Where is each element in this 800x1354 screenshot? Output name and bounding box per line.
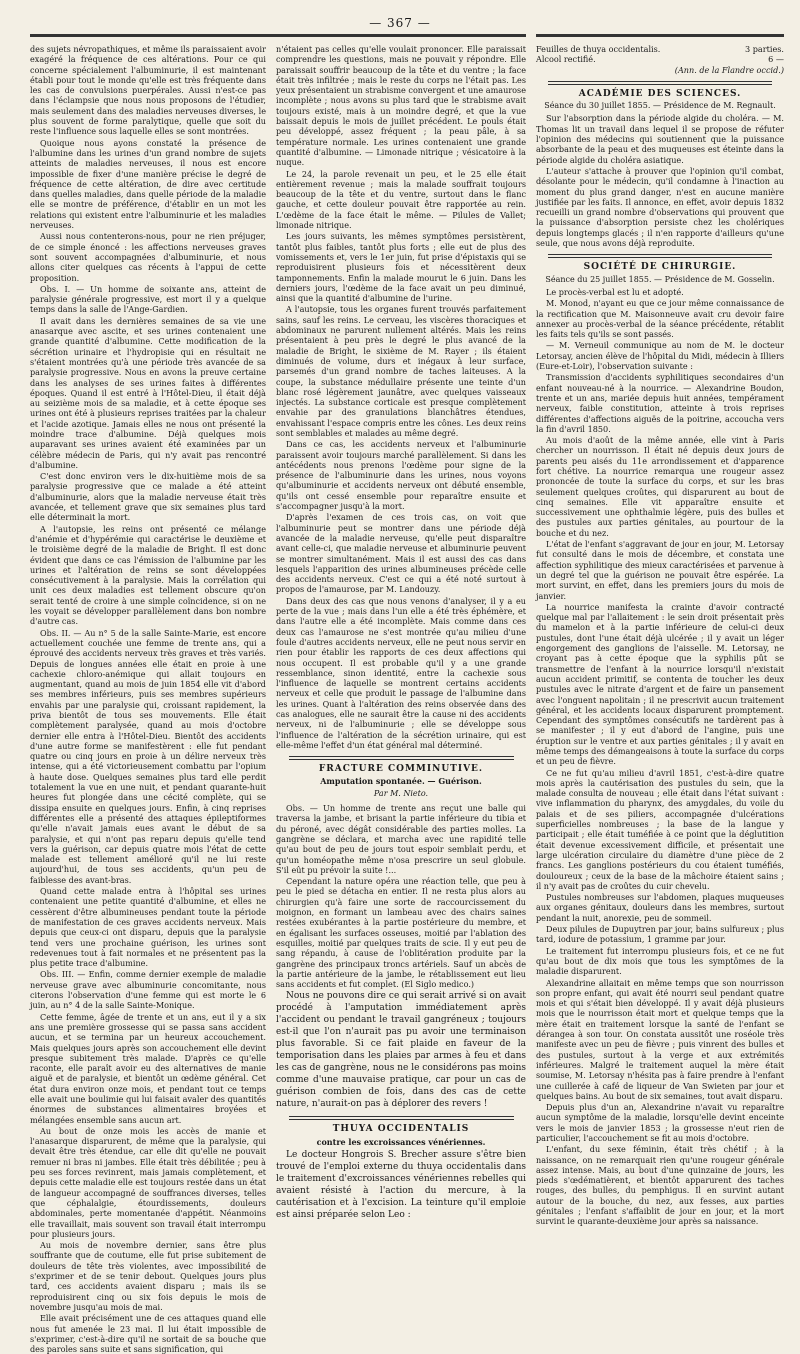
- paragraph: Pustules nombreuses sur l'abdomen, plaques muqueuses aux organes génitaux, douleurs dans les membres, surtout pendant la nuit, anorexie, peu de sommeil.: [536, 892, 784, 923]
- paragraph: D'après l'examen de ces trois cas, on voit que l'albuminurie peut se montrer dans une période déjà avancée de la maladie nerveuse, qu'elle peut disparaître avant celle-ci, que maladie nerveuse et albuminurie peuvent se montrer simultanément. Mais il est aussi des cas dans lesquels l'apparition des urines albumineuses précède celle des accidents nerveux. C'est ce qui a été noté surtout à propos de l'amaurose, par M. Landouzy.: [276, 512, 526, 595]
- recipe-line: [536, 54, 784, 64]
- section-subtitle: Amputation spontanée. — Guérison.: [320, 776, 482, 787]
- paragraph: Alexandrine allaitait en même temps que son nourrisson son propre enfant, qui avait été nourri seul pendant quatre mois et qui s'était bien développé. Il y avait déjà plusieurs mois que le nourrisson était mort et quelque temps que la mère était en traitement lorsque la santé de l'enfant se dérangea à son tour. On constata aussitôt une roséole très manifeste avec un peu de fièvre ; puis vinrent des bulles et des pustules, surtout à la verge et aux extrémités inférieures. Malgré le traitement auquel la mère était soumise, M. Letorsay n'hésita pas à faire prendre à l'enfant une cuillerée à café de liqueur de Van Swieten par jour et quelques bains. Au bout de six semaines, tout avait disparu.: [536, 977, 784, 1101]
- paragraph: Quand cette malade entra à l'hôpital ses urines contenaient une petite quantité d'albumine, et elles ne cessèrent d'être albumineuses pendant toute la période de manifestation de ces graves accidents nerveux. Mais depuis que ceux-ci ont disparu, depuis que la paralysie tend vers une prochaine guérison, les urines sont redevenues tout à fait normales et ne présentent pas la plus petite trace d'albumine.: [30, 886, 266, 969]
- paragraph: — M. Verneuil communique au nom de M. le docteur Letorsay, ancien élève de l'hôpital du Midi, médecin à Illiers (Eure-et-Loir), l'observation suivante :: [536, 340, 784, 372]
- recipe-quantity: 6 —: [768, 54, 784, 65]
- paragraph: Au bout de onze mois les accès de manie et l'anasarque disparurent, de même que la paralysie, qui devait être très étendue, car elle dit qu'elle ne pouvait remuer ni bras ni jambes. Elle était très débilitée ; peu à peu ses forces revinrent, mais jamais complètement, et depuis cette maladie elle est toujours restée dans un état de langueur accompagné de souffrances diverses, telles que céphalalgie, étourdissements, douleurs abdominales, perte momentanée d'appétit. Néanmoins elle travaillait, mais souvent son travail était interrompu pour plusieurs jours.: [30, 1125, 266, 1239]
- paragraph: Cependant la nature opéra une réaction telle, que peu à peu le pied se détacha en entier. Il ne resta plus alors au chirurgien qu'à faire une sorte de raccourcissement du moignon, en formant un lambeau avec des chairs saines restées exubérantes à la partie postérieure du membre, et en égalisant les surfaces osseuses, moitié par l'ablation des esquilles, moitié par quelques traits de scie. Il y eut peu de sang répandu, à cause de l'oblitération produite par la gangrène des principaux troncs artériels. Sauf un abcès de la partie antérieure de la jambe, le rétablissement eut lieu sans accidents et fut complet. (El Siglo medico.): [276, 876, 526, 990]
- section-divider: [548, 81, 771, 85]
- section-title-academie: ACADÉMIE DES SCIENCES.: [578, 88, 742, 99]
- paragraph: A l'autopsie, tous les organes furent trouvés parfaitement sains, sauf les reins. Le cerveau, les viscères thoraciques et abdominaux ne parurent nullement altérés. Mais les reins présentaient à peu près le degré le plus avancé de la maladie de Bright, le sixième de M. Rayer ; ils étaient diminués de volume, durs et inégaux à leur surface, parsemés d'un grand nombre de taches laiteuses. A la coupe, la substance médullaire présente une teinte d'un blanc rosé légèrement jaunâtre, avec quelques vaisseaux injectés. La substance corticale est presque complètement envahie par des granulations blanchâtres étendues, envahissant l'espace compris entre les cônes. Les deux reins sont semblables et malades au même degré.: [276, 304, 526, 438]
- paragraph: Obs. III. — Enfin, comme dernier exemple de maladie nerveuse grave avec albuminurie concomitante, nous citerons l'observation d'une femme qui est morte le 6 juin, au n° 4 de la salle Sainte-Monique.: [30, 969, 266, 1011]
- paragraph: Au mois de novembre dernier, sans être plus souffrante que de coutume, elle fut prise subitement de douleurs de tête très violentes, avec impossibilité de s'exprimer et de se tenir debout. Quelques jours plus tard, ces accidents avaient disparu ; mais ils se reproduisirent cinq ou six fois depuis le mois de novembre jusqu'au mois de mai.: [30, 1240, 266, 1312]
- paragraph: Cette femme, âgée de trente et un ans, eut il y a six ans une première grossesse qui se passa sans accident aucun, et se termina par un heureux accouchement. Mais quelques jours après son accouchement elle devint presque subitement très malade. D'après ce qu'elle raconte, elle paraît avoir eu des alternatives de manie aiguë et de paralysie, et bientôt un œdème général. Cet état dura environ onze mois, et pendant tout ce temps elle avait une boulimie qui lui faisait avaler des quantités énormes de substances alimentaires broyées et mélangées ensemble sans aucun art.: [30, 1011, 266, 1125]
- recipe-ingredient: Feuilles de thuya occidentalis.: [536, 44, 661, 54]
- paragraph: M. Monod, n'ayant eu que ce jour même connaissance de la rectification que M. Maisonneuve avait cru devoir faire annexer au procès-verbal de la séance précédente, rétablit les faits tels qu'ils se sont passés.: [536, 298, 784, 340]
- paragraph: Le 24, la parole revenait un peu, et le 25 elle était entièrement revenue ; mais la malade souffrait toujours beaucoup de la tête et du ventre, surtout dans le flanc gauche, et cette douleur pouvait être rapportée au rein. L'œdème de la face était le même. — Pilules de Vallet; limonade nitrique.: [276, 168, 526, 231]
- paragraph: Aussi nous contenterons-nous, pour ne rien préjuger, de ce simple énoncé : les affections nerveuses graves sont souvent accompagnées d'albuminurie, et nous allons citer quelques cas récents à l'appui de cette proposition.: [30, 231, 266, 283]
- paragraph: des sujets névropathiques, et même ils paraissaient avoir exagéré la fréquence de ces altérations. Pour ce qui concerne spécialement l'albuminurie, il est maintenant établi pour tout le monde qu'elle est très fréquente dans les cas de convulsions puerpérales. Aussi n'est-ce pas dans l'éclampsie que nous nous proposons de l'étudier, mais seulement dans des maladies nerveuses diverses, le plus souvent de forme paralytique, quelle que soit du reste l'influence sous laquelle elles se sont montrées.: [30, 44, 266, 137]
- section-subtitle: Séance du 25 juillet 1855. — Présidence de M. Gosselin.: [545, 274, 775, 284]
- section-title-chirurgie: SOCIÉTÉ DE CHIRURGIE.: [583, 262, 737, 273]
- top-rule-left: [30, 34, 526, 37]
- paragraph: n'étaient pas celles qu'elle voulait prononcer. Elle paraissait comprendre les questions, mais ne pouvait y répondre. Elle paraissait souffrir beaucoup de la tête et du ventre ; la face était très infiltrée ; mais le reste du corps ne l'était pas. Les yeux présentaient un strabisme convergent et une amaurose incomplète ; nous avons su plus tard que le strabisme avait toujours existé, mais à un moindre degré, et que la vue baissait depuis le mois de juillet précédent. Le pouls était peu développé, assez fréquent ; la peau pâle, à sa température normale. Les urines contenaient une grande quantité d'albumine. — Limonade nitrique ; vésicatoire à la nuque.: [276, 44, 526, 168]
- section-title-fracture: FRACTURE COMMINUTIVE.: [318, 764, 484, 775]
- paragraph: Elle avait précisément une de ces attaques quand elle nous fut amenée le 23 mai. Il lui était impossible de s'exprimer, c'est-à-dire qu'il ne sortait de sa bouche que des paroles sans suite et sans signification, qui: [30, 1313, 266, 1354]
- paragraph: La nourrice manifesta la crainte d'avoir contracté quelque mal par l'allaitement : le sein droit présentait près du mamelon et à la partie inférieure de celui-ci deux pustules, dont l'une était déjà ulcérée ; il y avait un léger engorgement des ganglions de l'aisselle. M. Letorsay, ne croyant pas à cette époque que la syphilis pût se transmettre de l'enfant à la nourrice lorsqu'il n'existait aucun accident primitif, se contenta de toucher les deux pustules avec le nitrate d'argent et de faire un pansement avec l'onguent napolitain ; il ne prescrivit aucun traitement général, et les accidents locaux disparurent promptement. Cependant des symptômes consécutifs ne tardèrent pas à se manifester ; il y eut d'abord de l'angine, puis une éruption sur le ventre et aux parties génitales ; il y avait en même temps des démangeaisons à toute la surface du corps et un peu de fièvre.: [536, 601, 784, 767]
- column-3: [536, 44, 784, 1227]
- section-divider: [289, 1116, 514, 1120]
- paragraph: Le procès-verbal est lu et adopté.: [546, 286, 684, 297]
- section-divider: [289, 756, 514, 760]
- paragraph: Dans deux des cas que nous venons d'analyser, il y a eu perte de la vue ; mais dans l'un elle a été très éphémère, et dans l'autre elle a été incomplète. Mais comme dans ces deux cas l'amaurose ne s'est montrée qu'au milieu d'une foule d'autres accidents nerveux, elle ne peut nous servir en rien pour établir les rapports de ces deux affections qui nous occupent. Il est probable qu'il y a une grande ressemblance, sinon identité, entre la cachexie sous l'influence de laquelle se montrent certains accidents nerveux et celle que produit le passage de l'albumine dans les urines. Quant à l'altération des reins observée dans des cas analogues, elle ne saurait être la cause ni des accidents nerveux, ni de l'albuminurie ; elle se développe sous l'influence de l'altération de la sécrétion urinaire, qui est elle-même l'effet d'un état général mal déterminé.: [276, 595, 526, 750]
- paragraph: Les jours suivants, les mêmes symptômes persistèrent, tantôt plus faibles, tantôt plus forts ; elle eut de plus des vomissements et, vers le 1er juin, fut prise d'épistaxis qui se reproduisirent plusieurs fois et nécessitèrent deux tamponnements. Enfin la malade mourut le 6 juin. Dans les derniers jours, l'œdème de la face avait un peu diminué, ainsi que la quantité d'albumine de l'urine.: [276, 231, 526, 304]
- section-divider: [548, 254, 771, 258]
- paragraph: Obs. — Un homme de trente ans reçut une balle qui traversa la jambe, et brisant la partie inférieure du tibia et du péroné, avec dégât considérable des parties molles. La gangrène se déclara, et marcha avec une rapidité telle qu'au bout de peu de jours tout espoir semblait perdu, et qu'un homéopathe même n'osa prescrire un seul globule. S'il eût pu prévoir la suite !...: [276, 803, 526, 875]
- section-author: Par M. Nieto.: [373, 788, 429, 798]
- column-1: [30, 44, 266, 1354]
- paragraph: Il avait dans les dernières semaines de sa vie une anasarque avec ascite, et ses urines contenaient une grande quantité d'albumine. Cette modification de la sécrétion urinaire et l'hydropisie qui en résultait ne s'étaient montrées qu'à une période très avancée de sa paralysie progressive. Nous en avons la preuve certaine dans les analyses de ses urines faites à différentes époques. Quand il est entré à l'Hôtel-Dieu, il était déjà au seizième mois de sa maladie, et à cette époque ses urines ont été à plusieurs reprises traitées par la chaleur et l'acide azotique. Jamais elles ne nous ont présenté la moindre trace d'albumine. Déjà quelques mois auparavant ses urines avaient été examinées par un célèbre médecin de Paris, qui n'y avait pas rencontré d'albumine.: [30, 315, 266, 470]
- paragraph: Deux pilules de Dupuytren par jour, bains sulfureux ; plus tard, iodure de potassium, 1 gramme par jour.: [536, 924, 784, 945]
- recipe-quantity: 3 parties.: [745, 44, 784, 54]
- paragraph: Le docteur Hongrois S. Brecher assure s'être bien trouvé de l'emploi externe du thuya occidentalis dans le traitement d'excroissances vénériennes rebelles qui avaient résisté à l'action du mercure, à la cautérisation et à l'excision. La teinture qu'il emploie est ainsi préparée selon Leo :: [276, 1150, 526, 1221]
- paragraph: Quoique nous ayons constaté la présence de l'albumine dans les urines d'un grand nombre de sujets atteints de maladies nerveuses, il nous est encore impossible de fixer d'une manière précise le degré de fréquence de cette altération, de dire avec certitude dans quelles maladies, dans quelle période de la maladie elle se montre de préférence, d'établir en un mot les relations qui existent entre l'albuminurie et les maladies nerveuses.: [30, 137, 266, 231]
- paragraph: Ce ne fut qu'au milieu d'avril 1851, c'est-à-dire quatre mois après la cautérisation des pustules du sein, que la malade consulta de nouveau ; elle était dans l'état suivant : vive inflammation du pharynx, des amygdales, du voile du palais et de ses piliers, accompagnée d'ulcérations superficielles nombreuses ; la base de la langue y participait ; elle était tuméfiée à ce point que la déglutition était devenue excessivement difficile, et présentait une large ulcération circulaire du diamètre d'une pièce de 2 francs. Les ganglions postérieurs du cou étaient tuméfiés, douloureux ; ceux de la base de la mâchoire étaient sains ; il n'y avait pas de croûtes du cuir chevelu.: [536, 767, 784, 891]
- paragraph: Obs. I. — Un homme de soixante ans, atteint de paralysie générale progressive, est mort il y a quelque temps dans la salle de l'Ange-Gardien.: [30, 283, 266, 315]
- paragraph: L'état de l'enfant s'aggravant de jour en jour, M. Letorsay fut consulté dans le mois de décembre, et constata une affection syphilitique des mieux caractérisées et parvenue à un degré tel que la guérison ne pouvait être espérée. La mort survint, en effet, dans les premiers jours du mois de janvier.: [536, 539, 784, 601]
- paragraph: Obs. II. — Au n° 5 de la salle Sainte-Marie, est encore actuellement couchée une femme de trente ans, qui a éprouvé des accidents nerveux très graves et très variés. Depuis de longues années elle était en proie à une cachexie chloro-anémique qui allait toujours en augmentant, quand au mois de juin 1854 elle vit d'abord ses membres inférieurs, puis ses membres supérieurs envahis par une paralysie qui, croissant rapidement, la priva bientôt de tous ses mouvements. Elle était complètement paralysée, quand au mois d'octobre dernier elle entra à l'Hôtel-Dieu. Bientôt des accidents d'une autre forme se manifestèrent : elle fut pendant quatre ou cinq jours en proie à un délire nerveux très intense, qui a été victorieusement combattu par l'opium à haute dose. Quelques semaines plus tard elle perdit totalement la vue en une nuit, et pendant quarante-huit heures fut plongée dans une cécité complète, qui se dissipa ensuite en quelques jours. Enfin, à cinq reprises différentes elle a présenté des attaques épileptiformes qu'elle n'avait jamais eues avant le début de sa paralysie, et qui n'ont pas reparu depuis qu'elle tend vers la guérison, car depuis quatre mois l'état de cette malade est tellement amélioré qu'il ne lui reste aujourd'hui, de tous ses accidents, qu'un peu de faiblesse des avant-bras.: [30, 627, 266, 885]
- paragraph: Depuis plus d'un an, Alexandrine n'avait vu reparaître aucun symptôme de la maladie, lorsqu'elle devint enceinte vers le mois de janvier 1853 ; la grossesse n'eut rien de particulier, l'accouchement se fit au mois d'octobre.: [536, 1102, 784, 1143]
- recipe-line: [536, 44, 784, 54]
- paragraph: Transmission d'accidents syphilitiques secondaires d'un enfant nouveau-né à la nourrice. — Alexandrine Boudon, trente et un ans, mariée depuis huit années, tempérament nerveux, faible constitution, atteinte à trois reprises différentes d'affections aiguës de la poitrine, accoucha vers la fin d'avril 1850.: [536, 372, 784, 434]
- top-rule-right: [536, 34, 784, 37]
- paragraph: Dans ce cas, les accidents nerveux et l'albuminurie paraissent avoir toujours marché parallèlement. Si dans les antécédents nous prenons l'œdème pour signe de la présence de l'albuminurie dans les urines, nous voyons qu'albuminurie et accidents nerveux ont débuté ensemble, qu'ils ont cessé ensemble pour reparaître ensuite et s'accompagner jusqu'à la mort.: [276, 439, 526, 512]
- page-number: — 367 —: [369, 16, 431, 30]
- column-2: [276, 44, 526, 1221]
- section-subtitle: contre les excroissances vénériennes.: [316, 1136, 486, 1147]
- paragraph: Le traitement fut interrompu plusieurs fois, et ce ne fut qu'au bout de dix mois que tous les symptômes de la maladie disparurent.: [536, 945, 784, 977]
- paragraph: L'auteur s'attache à prouver que l'opinion qu'il combat, désolante pour le médecin, qu'il condamne à l'inaction au moment du plus grand danger, n'est en aucune manière justifiée par les faits. Il annonce, en effet, avoir depuis 1832 recueilli un grand nombre d'observations qui prouvent que la puissance d'absorption persiste chez les cholériques depuis longtemps glacés ; il n'en rapporte d'ailleurs qu'une seule, que nous avons déjà reproduite.: [536, 165, 784, 249]
- recipe-ingredient: Alcool rectifié.: [536, 54, 596, 65]
- paragraph: Au mois d'août de la même année, elle vint à Paris chercher un nourrisson. Il était né depuis deux jours de parents peu aisés du 11e arrondissement et d'apparence fort chétive. La nourrice remarqua une rougeur assez prononcée de toute la surface du corps, et sur les bras seulement quelques croûtes, qui disparurent au bout de cinq semaines. Elle vit apparaître ensuite et successivement une ophthalmie légère, puis des bulles et des pustules aux parties génitales, au pourtour de la bouche et du nez.: [536, 435, 784, 538]
- recipe-source: (Ann. de la Flandre occid.): [674, 64, 784, 75]
- section-subtitle: Séance du 30 juillet 1855. — Présidence de M. Regnault.: [544, 101, 776, 111]
- editorial-note: Nous ne pouvons dire ce qui serait arrivé si on avait procédé à l'amputation immédiatement après l'accident ou pendant le travail gangréneux ; toujours est-il que l'on n'aurait pas pu avoir une terminaison plus favorable. Si ce fait plaide en faveur de la temporisation dans les plaies par armes à feu et dans les cas de gangrène, nous ne le considérons pas moins comme d'une mauvaise pratique, car pour un cas de guérison combien de fois, dans des cas de cette nature, n'aurait-on pas à déplorer des revers !: [276, 991, 526, 1110]
- section-title-thuya: THUYA OCCIDENTALIS: [332, 1124, 470, 1135]
- paragraph: Sur l'absorption dans la période algide du choléra. — M. Thomas lit un travail dans lequel il se propose de réfuter l'opinion des médecins qui soutiennent que la puissance absorbante de la peau et des muqueuses est éteinte dans la période algide du choléra asiatique.: [536, 113, 784, 165]
- paragraph: C'est donc environ vers le dix-huitième mois de sa paralysie progressive que ce malade a été atteint d'albuminurie, alors que la maladie nerveuse était très avancée, et tellement grave que six semaines plus tard elle déterminait la mort.: [30, 471, 266, 523]
- paragraph: A l'autopsie, les reins ont présenté ce mélange d'anémie et d'hypérémie qui caractérise le deuxième et le troisième degré de la maladie de Bright. Il est donc évident que dans ce cas l'émission de l'albumine par les urines et l'altération de reins se sont développées consécutivement à la paralysie. Mais la corrélation qui unit ces deux maladies est tellement obscure qu'on serait tenté de croire à une simple coïncidence, si on ne les voyait se développer parallèlement dans bon nombre d'autre cas.: [30, 523, 266, 627]
- paragraph: L'enfant, du sexe féminin, était très chétif ; à la naissance, on ne remarquait rien qu'une rougeur générale assez intense. Mais, au bout d'une quinzaine de jours, les pieds s'œdématièrent, et bientôt apparurent des taches rouges, des bulles, du pemphigus. Il en survint autant autour de la bouche, du nez, aux fesses, aux parties génitales ; l'enfant s'affaiblit de jour en jour, et la mort survint le quarante-deuxième jour après sa naissance.: [536, 1144, 784, 1227]
